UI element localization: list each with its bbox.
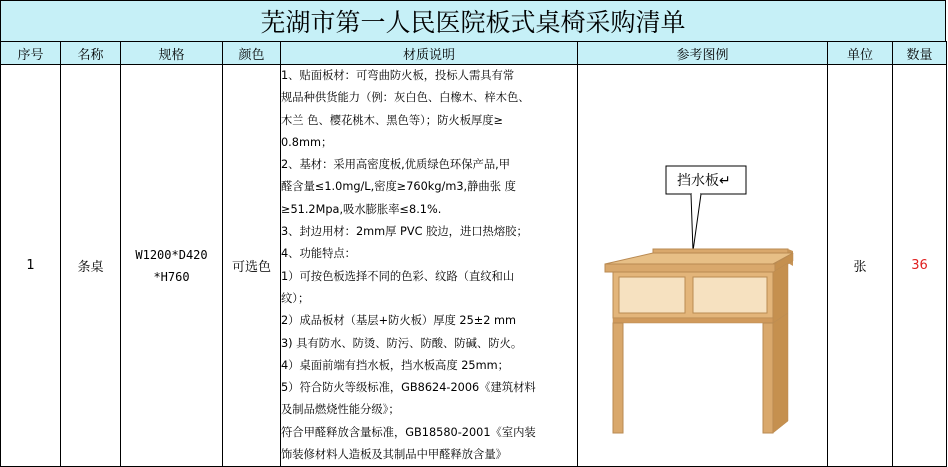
cell-unit: 张	[828, 65, 893, 467]
material-line: 2、基材：采用高密度板,优质绿色环保产品,甲	[281, 158, 511, 172]
material-line: 及制品燃烧性能分级》；	[281, 403, 400, 417]
callout	[666, 166, 746, 251]
material-line: ≥51.2Mpa,吸水膨胀率≤8.1%.	[281, 202, 442, 216]
material-line: 4）桌面前端有挡水板，挡水板高度 25mm；	[281, 358, 509, 372]
cell-spec	[121, 65, 223, 467]
material-line: 醛含量≤1.0mg/L,密度≥760kg/m3,静曲张 度	[281, 180, 516, 194]
material-line: 符合甲醛释放含量标准，GB18580-2001《室内装	[281, 425, 536, 439]
material-line: 3、封边用材：2mm厚 PVC 胶边，进口热熔胶；	[281, 225, 528, 239]
cell-qty: 36	[893, 65, 947, 467]
header-spec: 规格	[121, 42, 223, 65]
material-line: 3) 具有防水、防烫、防污、防酸、防碱、防火。	[281, 336, 523, 350]
spec-line-1: W1200*D420	[135, 247, 208, 262]
cell-image	[578, 65, 828, 467]
material-line: 饰装修材料人造板及其制品中甲醛释放含量》	[281, 448, 507, 462]
cell-color: 可选色	[223, 65, 281, 467]
callout-label: 挡水板↵	[676, 172, 731, 189]
desk-illustration	[583, 91, 823, 441]
cell-seq: 1	[1, 65, 61, 467]
cell-name: 条桌	[61, 65, 121, 467]
header-qty: 数量	[893, 42, 947, 65]
header-image: 参考图例	[578, 42, 828, 65]
header-unit: 单位	[828, 42, 893, 65]
material-line: 5）符合防火等级标准，GB8624-2006《建筑材料	[281, 381, 536, 395]
table-row	[1, 65, 947, 467]
material-line: 规品种供货能力（例：灰白色、白橡木、梓木色、	[281, 91, 530, 105]
material-line: 纹）；	[281, 291, 310, 305]
material-line: 木兰 色、樱花桃木、黑色等）；防火板厚度≥	[281, 113, 504, 127]
header-seq: 序号	[1, 42, 61, 65]
header-color: 颜色	[223, 42, 281, 65]
material-line: 1）可按色板选择不同的色彩、纹路（直纹和山	[281, 269, 515, 283]
cell-material	[281, 65, 578, 467]
spec-line-2: *H760	[153, 269, 190, 284]
procurement-table	[0, 41, 947, 467]
header-material: 材质说明	[281, 42, 578, 65]
material-line: 0.8mm；	[281, 135, 333, 149]
header-row	[1, 42, 947, 65]
material-line: 1、贴面板材：可弯曲防火板，投标人需具有常	[281, 69, 515, 82]
header-name: 名称	[61, 42, 121, 65]
material-line: 4、功能特点：	[281, 247, 356, 261]
material-line: 2）成品板材（基层+防火板）厚度 25±2 mm	[281, 314, 517, 328]
sheet-title: 芜湖市第一人民医院板式桌椅采购清单	[0, 0, 946, 42]
